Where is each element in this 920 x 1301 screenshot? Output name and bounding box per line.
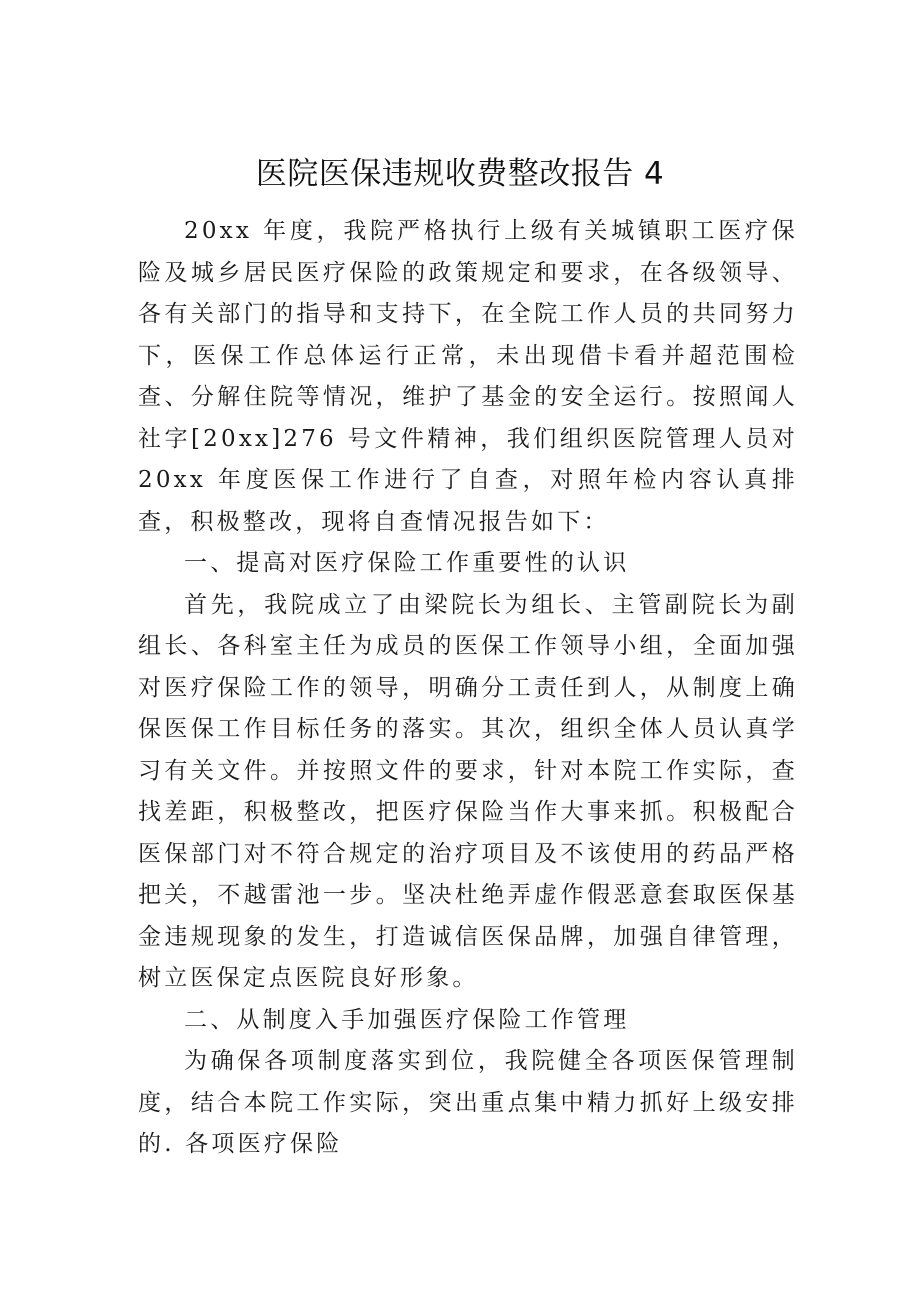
paragraph-intro: 20xx 年度，我院严格执行上级有关城镇职工医疗保险及城乡居民医疗保险的政策规定和要求，在各级领导、各有关部门的指导和支持下，在全院工作人员的共同努力下，医保工作总体运行正常，未出现借卡看并超范围检查、分解住院等情况，维护了基金的安全运行。按照闻人社字[20xx]276 号文件精神，我们组织医院管理人员对 20xx 年度医保工作进行了自查，对照年检内容认真排查，积极整改，现将自查情况报告如下： <box>138 218 798 535</box>
section-heading-1: 一、提高对医疗保险工作重要性的认识 <box>184 550 630 576</box>
section-heading-2: 二、从制度入手加强医疗保险工作管理 <box>184 1006 630 1033</box>
document-body <box>138 211 798 1166</box>
paragraph-section-2: 为确保各项制度落实到位，我院健全各项医保管理制度，结合本院工作实际，突出重点集中精力抓好上级安排的. 各项医疗保险 <box>138 1048 798 1157</box>
document-title: 医院医保违规收费整改报告 4 <box>255 156 665 192</box>
paragraph-section-1: 首先，我院成立了由梁院长为组长、主管副院长为副组长、各科室主任为成员的医保工作领导小组，全面加强对医疗保险工作的领导，明确分工责任到人，从制度上确保医保工作目标任务的落实。其次，组织全体人员认真学习有关文件。并按照文件的要求，针对本院工作实际，查找差距，积极整改，把医疗保险当作大事来抓。积极配合医保部门对不符合规定的治疗项目及不该使用的药品严格把关，不越雷池一步。坚决杜绝弄虚作假恶意套取医保基金违规现象的发生，打造诚信医保品牌，加强自律管理，树立医保定点医院良好形象。 <box>138 591 798 991</box>
